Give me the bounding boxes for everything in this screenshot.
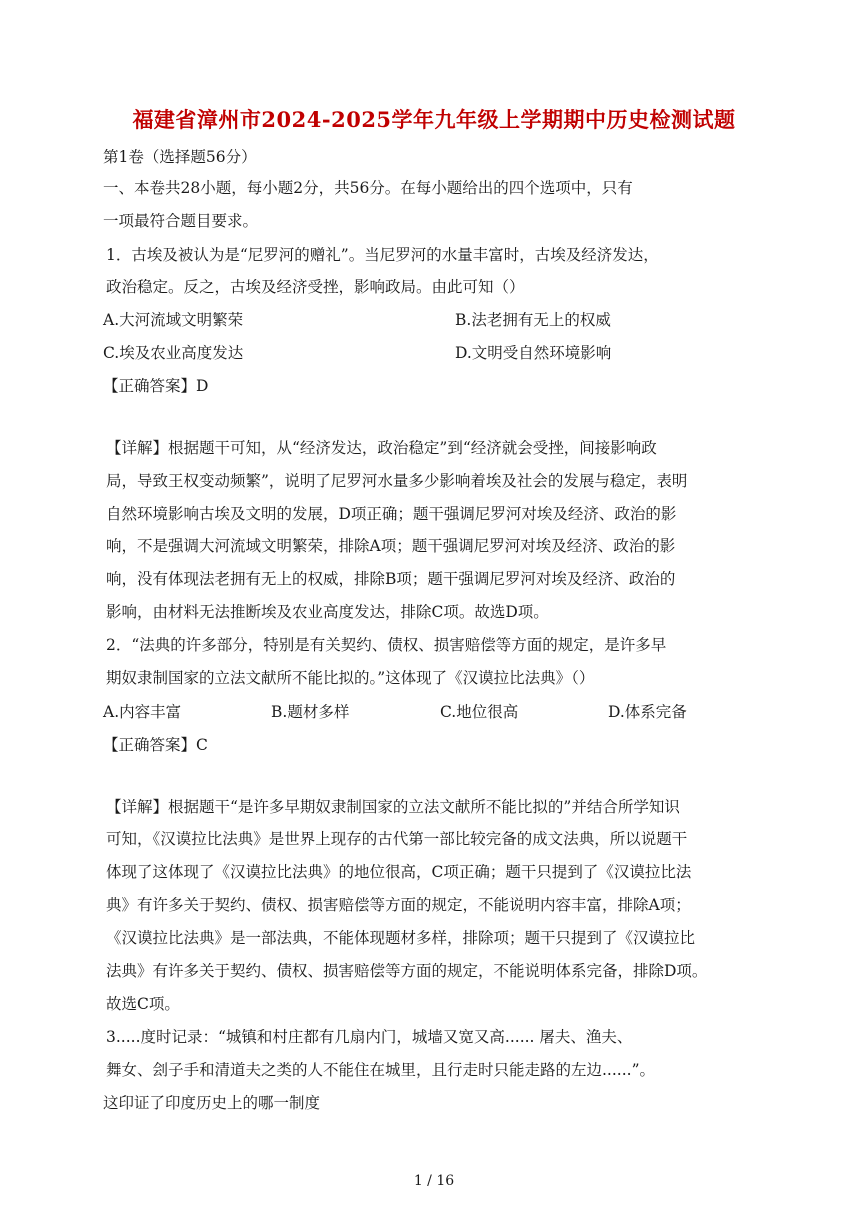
question-2-option-c: C.地位很高 bbox=[440, 703, 519, 721]
question-1-analysis: 响，不是强调大河流域文明繁荣，排除A项；题干强调尼罗河对埃及经济、政治的影 bbox=[106, 537, 676, 555]
question-2-option-a: A.内容丰富 bbox=[103, 703, 182, 721]
question-1-option-c: C.埃及农业高度发达 bbox=[103, 344, 244, 362]
question-3-stem: 3.....度时记录：“城镇和村庄都有几扇内门，城墙又宽又高...... 屠夫、渔夫、 bbox=[106, 1028, 633, 1046]
question-1-option-d: D.文明受自然环境影响 bbox=[455, 344, 612, 362]
question-2-option-b: B.题材多样 bbox=[271, 703, 350, 721]
question-2-analysis: 体现了这体现了《汉谟拉比法典》的地位很高，C项正确；题干只提到了《汉谟拉比法 bbox=[106, 863, 692, 881]
page-number: 1 / 16 bbox=[413, 1173, 455, 1189]
question-1-analysis: 【详解】根据题干可知，从“经济发达，政治稳定”到“经济就会受挫，间接影响政 bbox=[106, 439, 657, 457]
question-1-answer: 【正确答案】D bbox=[103, 377, 209, 395]
question-1-option-b: B.法老拥有无上的权威 bbox=[455, 311, 611, 329]
question-2-answer: 【正确答案】C bbox=[103, 736, 208, 754]
question-1-analysis: 响，没有体现法老拥有无上的权威，排除B项；题干强调尼罗河对埃及经济、政治的 bbox=[106, 570, 676, 588]
question-2-analysis: 故选C项。 bbox=[106, 995, 180, 1013]
question-2-analysis: 《汉谟拉比法典》是一部法典，不能体现题材多样，排除项；题干只提到了《汉谟拉比 bbox=[106, 929, 696, 947]
question-2-analysis: 法典》有许多关于契约、债权、损害赔偿等方面的规定，不能说明体系完备，排除D项。 bbox=[106, 962, 708, 980]
question-3-stem: 这印证了印度历史上的哪一制度 bbox=[103, 1094, 321, 1112]
question-1-analysis: 影响，由材料无法推断埃及农业高度发达，排除C项。故选D项。 bbox=[106, 603, 549, 621]
question-2-stem: 期奴隶制国家的立法文献所不能比拟的。”这体现了《汉谟拉比法典》（） bbox=[106, 669, 595, 687]
question-1-analysis: 自然环境影响古埃及文明的发展，D项正确；题干强调尼罗河对埃及经济、政治的影 bbox=[106, 505, 677, 523]
document-title: 福建省漳州市2024-2025学年九年级上学期期中历史检测试题 bbox=[132, 107, 736, 132]
question-1-stem: 1．古埃及被认为是“尼罗河的赠礼”。当尼罗河的水量丰富时，古埃及经济发达， bbox=[106, 246, 659, 264]
question-1-option-a: A.大河流域文明繁荣 bbox=[103, 311, 244, 329]
question-2-stem: 2．“法典的许多部分，特别是有关契约、债权、损害赔偿等方面的规定，是许多早 bbox=[106, 636, 667, 654]
instruction-line: 一、本卷共28小题，每小题2分，共56分。在每小题给出的四个选项中，只有 bbox=[103, 179, 633, 197]
question-3-stem: 舞女、刽子手和清道夫之类的人不能住在城里，且行走时只能走路的左边......”。 bbox=[106, 1061, 655, 1079]
question-1-analysis: 局，导致王权变动频繁”，说明了尼罗河水量多少影响着埃及社会的发展与稳定，表明 bbox=[106, 472, 688, 490]
question-2-analysis: 可知，《汉谟拉比法典》是世界上现存的古代第一部比较完备的成文法典，所以说题干 bbox=[106, 830, 688, 848]
question-2-option-d: D.体系完备 bbox=[608, 703, 687, 721]
question-2-analysis: 典》有许多关于契约、债权、损害赔偿等方面的规定，不能说明内容丰富，排除A项； bbox=[106, 896, 691, 914]
question-2-analysis: 【详解】根据题干“是许多早期奴隶制国家的立法文献所不能比拟的”并结合所学知识 bbox=[106, 798, 680, 816]
section-header: 第1卷（选择题56分） bbox=[103, 148, 257, 166]
question-1-stem: 政治稳定。反之，古埃及经济受挫，影响政局。由此可知（） bbox=[106, 278, 525, 296]
instruction-line: 一项最符合题目要求。 bbox=[103, 212, 259, 230]
